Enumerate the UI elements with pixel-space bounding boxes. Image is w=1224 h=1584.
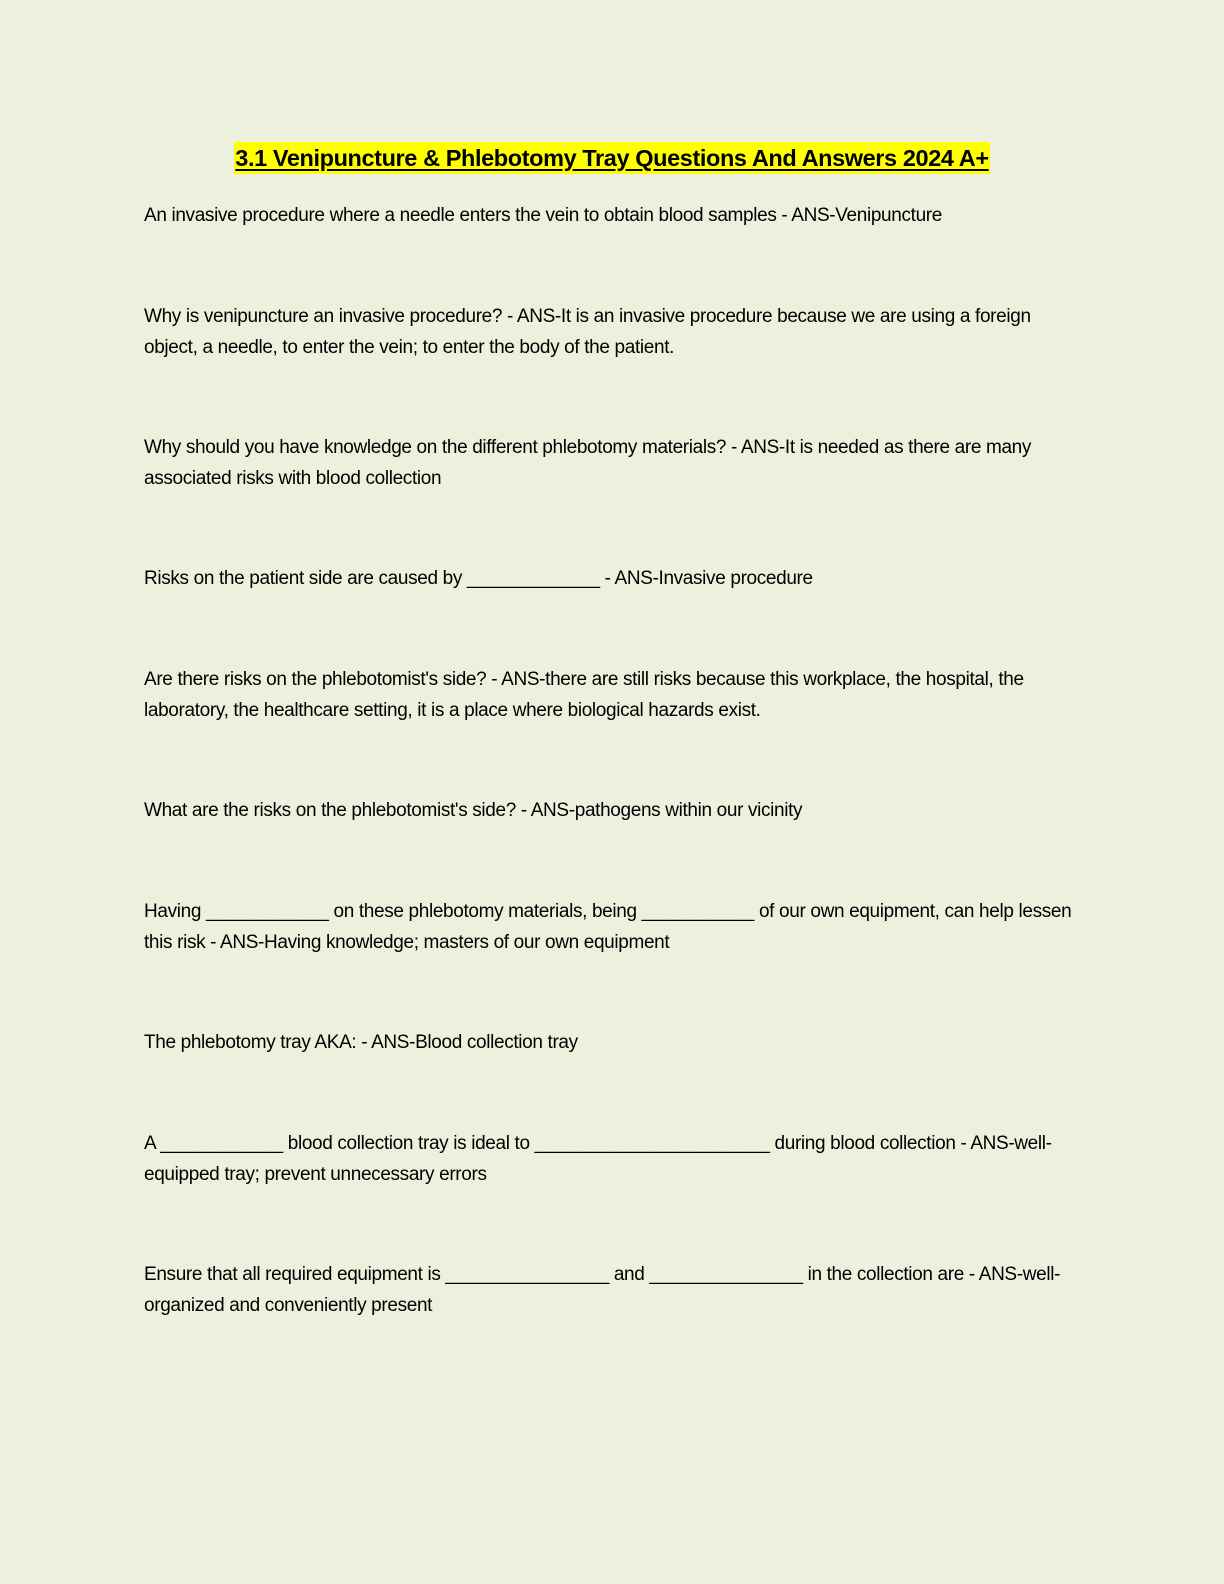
qa-item-6: What are the risks on the phlebotomist's side? - ANS-pathogens within our vicinity xyxy=(144,800,803,821)
qa-item-8: The phlebotomy tray AKA: - ANS-Blood collection tray xyxy=(144,1032,578,1053)
qa-item-4: Risks on the patient side are caused by _____________ - ANS-Invasive procedure xyxy=(144,568,813,589)
qa-item-7: Having ____________ on these phlebotomy materials, being ___________ of our own equipment, can help lessen this risk - ANS-Having knowledge; masters of our own equipment xyxy=(144,901,1077,953)
qa-item-1: An invasive procedure where a needle enters the vein to obtain blood samples - ANS-Venipuncture xyxy=(144,205,942,226)
qa-item-2: Why is venipuncture an invasive procedure? - ANS-It is an invasive procedure because we are using a foreign object, a needle, to enter the vein; to enter the body of the patient. xyxy=(144,306,1036,358)
document-title: 3.1 Venipuncture & Phlebotomy Tray Questions And Answers 2024 A+ xyxy=(234,142,989,174)
qa-item-3: Why should you have knowledge on the different phlebotomy materials? - ANS-It is needed as there are many associated risks with blood collection xyxy=(144,437,1036,489)
qa-item-9: A ____________ blood collection tray is ideal to _______________________ during blood collection - ANS-well-equipped tray; prevent unnecessary errors xyxy=(144,1133,1052,1185)
qa-item-10: Ensure that all required equipment is ________________ and _______________ in the collection are - ANS-well-organized and conveniently present xyxy=(144,1264,1061,1316)
title-container xyxy=(0,142,1224,174)
qa-item-5: Are there risks on the phlebotomist's side? - ANS-there are still risks because this workplace, the hospital, the laboratory, the healthcare setting, it is a place where biological hazards exist. xyxy=(144,669,1029,721)
